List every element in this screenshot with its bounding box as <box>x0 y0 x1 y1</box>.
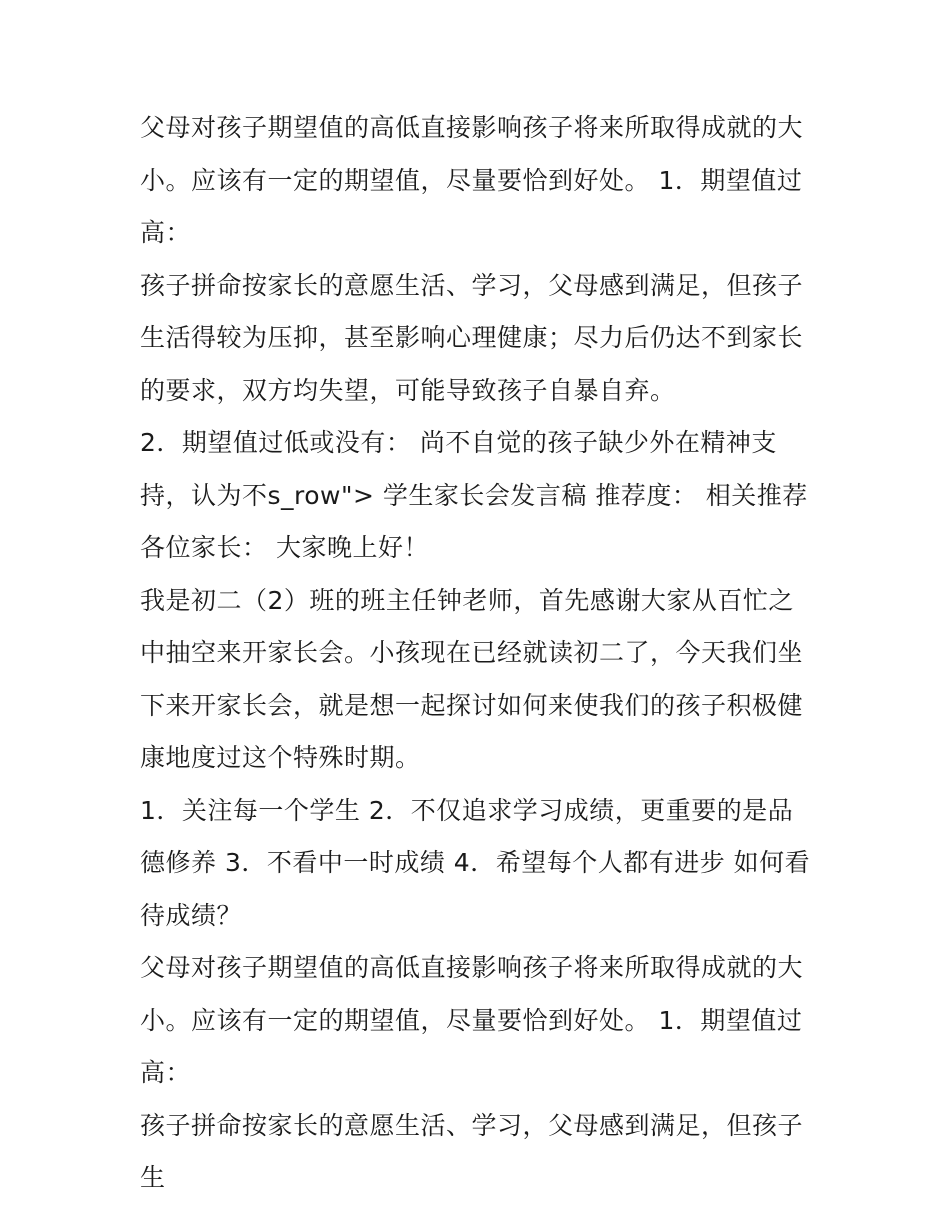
paragraph-high-expectation-partial: 孩子拼命按家长的意愿生活、学习，父母感到满足，但孩子生 <box>140 1110 804 1192</box>
paragraph-teacher-intro: 我是初二（2）班的班主任钟老师，首先感谢大家从百忙之中抽空来开家长会。小孩现在已经就读初二了，今天我们坐下来开家长会，就是想一起探讨如何来使我们的孩子积极健康地度过这个特殊时期。 <box>140 585 804 772</box>
document-body <box>140 102 815 1205</box>
paragraph-expectation-intro: 父母对孩子期望值的高低直接影响孩子将来所取得成就的大小。应该有一定的期望值，尽量要恰到好处。 1．期望值过高： <box>140 113 804 247</box>
paragraph-expectation-intro-repeat: 父母对孩子期望值的高低直接影响孩子将来所取得成就的大小。应该有一定的期望值，尽量要恰到好处。 1．期望值过高： <box>140 953 804 1087</box>
paragraph-high-expectation: 孩子拼命按家长的意愿生活、学习，父母感到满足，但孩子生活得较为压抑，甚至影响心理健康；尽力后仍达不到家长的要求，双方均失望，可能导致孩子自暴自弃。 <box>140 270 804 405</box>
paragraph-low-expectation: 2．期望值过低或没有： 尚不自觉的孩子缺少外在精神支持，认为不s_row"> 学生家长会发言稿 推荐度： 相关推荐 各位家长： 大家晚上好！ <box>140 428 808 562</box>
paragraph-key-points: 1．关注每一个学生 2．不仅追求学习成绩，更重要的是品德修养 3．不看中一时成绩 4．希望每个人都有进步 如何看待成绩？ <box>140 795 811 930</box>
